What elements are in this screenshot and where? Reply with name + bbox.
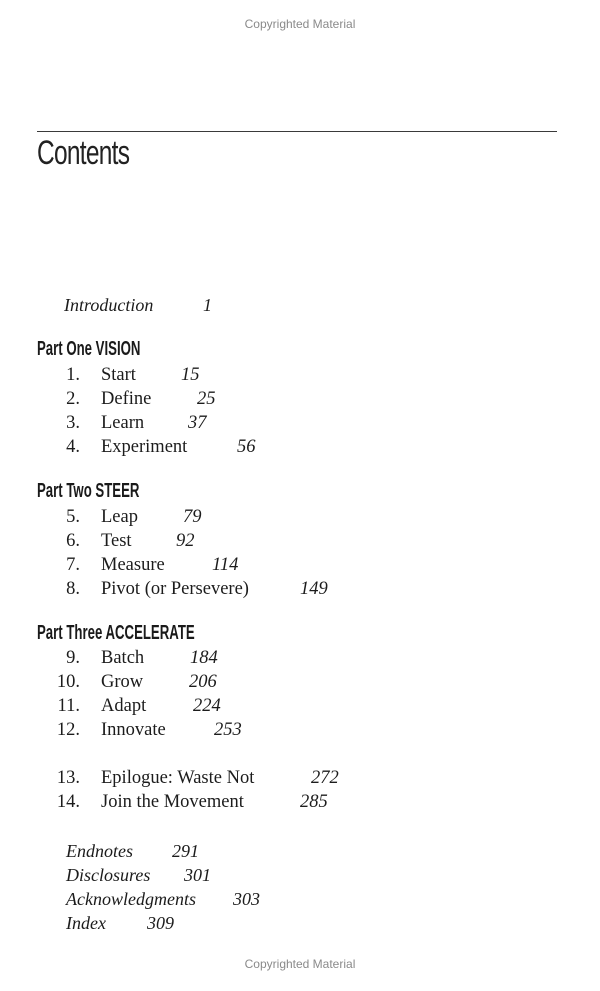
toc-disclosures-page: 301 (184, 865, 211, 885)
chapter-number: 1. (66, 365, 80, 385)
chapter-title: Epilogue: Waste Not (101, 768, 255, 788)
chapter-page: 15 (181, 365, 200, 385)
toc-acknowledgments-label: Acknowledgments (66, 889, 196, 909)
chapter-page: 37 (188, 413, 207, 433)
title-rule (37, 131, 557, 132)
chapter-title: Test (101, 531, 132, 551)
toc-endnotes-label: Endnotes (66, 841, 133, 861)
chapter-page: 272 (311, 768, 339, 788)
chapter-title: Define (101, 389, 152, 409)
part-heading-two: Part Two STEER (37, 480, 140, 502)
chapter-number: 5. (66, 507, 80, 527)
chapter-page: 253 (214, 720, 242, 740)
toc-endnotes[interactable] (66, 841, 199, 862)
toc-introduction[interactable] (64, 295, 212, 316)
chapter-title: Learn (101, 413, 145, 433)
chapter-page: 56 (237, 437, 256, 457)
chapter-title: Pivot (or Persevere) (101, 579, 249, 599)
chapter-title: Batch (101, 648, 145, 668)
chapter-page: 285 (300, 792, 328, 812)
toc-introduction-label: Introduction (64, 295, 154, 315)
part-heading-three: Part Three ACCELERATE (37, 622, 195, 644)
chapter-number: 11. (57, 696, 80, 716)
chapter-title: Measure (101, 555, 165, 575)
toc-index-label: Index (66, 913, 106, 933)
chapter-number: 7. (66, 555, 80, 575)
chapter-page: 184 (190, 648, 218, 668)
toc-disclosures-label: Disclosures (66, 865, 151, 885)
part-heading-one: Part One VISION (37, 338, 141, 360)
toc-disclosures[interactable] (66, 865, 211, 886)
chapter-title: Experiment (101, 437, 188, 457)
chapter-page: 206 (189, 672, 217, 692)
watermark-bottom: Copyrighted Material (244, 957, 356, 971)
chapter-number: 2. (66, 389, 80, 409)
chapter-number: 8. (66, 579, 80, 599)
chapter-page: 114 (212, 555, 239, 575)
chapter-number: 4. (66, 437, 80, 457)
chapter-title: Leap (101, 507, 138, 527)
chapter-page: 149 (300, 579, 328, 599)
chapter-number: 13. (56, 768, 80, 788)
chapter-title: Grow (101, 672, 144, 692)
toc-acknowledgments[interactable] (66, 889, 260, 910)
chapter-number: 10. (56, 672, 80, 692)
chapter-number: 12. (56, 720, 80, 740)
watermark-top: Copyrighted Material (244, 17, 356, 31)
toc-endnotes-page: 291 (172, 841, 199, 861)
chapter-number: 3. (66, 413, 80, 433)
chapter-number: 6. (66, 531, 80, 551)
chapter-title: Adapt (101, 696, 147, 716)
chapter-page: 79 (183, 507, 202, 527)
toc-index[interactable] (66, 913, 174, 934)
chapter-page: 224 (193, 696, 221, 716)
chapter-title: Start (101, 365, 136, 385)
chapter-page: 25 (197, 389, 216, 409)
chapter-number: 14. (56, 792, 80, 812)
toc-index-page: 309 (147, 913, 174, 933)
chapter-title: Innovate (101, 720, 166, 740)
page-title: Contents (37, 134, 130, 172)
chapter-number: 9. (66, 648, 80, 668)
toc-introduction-page: 1 (203, 295, 212, 315)
toc-acknowledgments-page: 303 (233, 889, 260, 909)
chapter-title: Join the Movement (101, 792, 244, 812)
chapter-page: 92 (176, 531, 195, 551)
